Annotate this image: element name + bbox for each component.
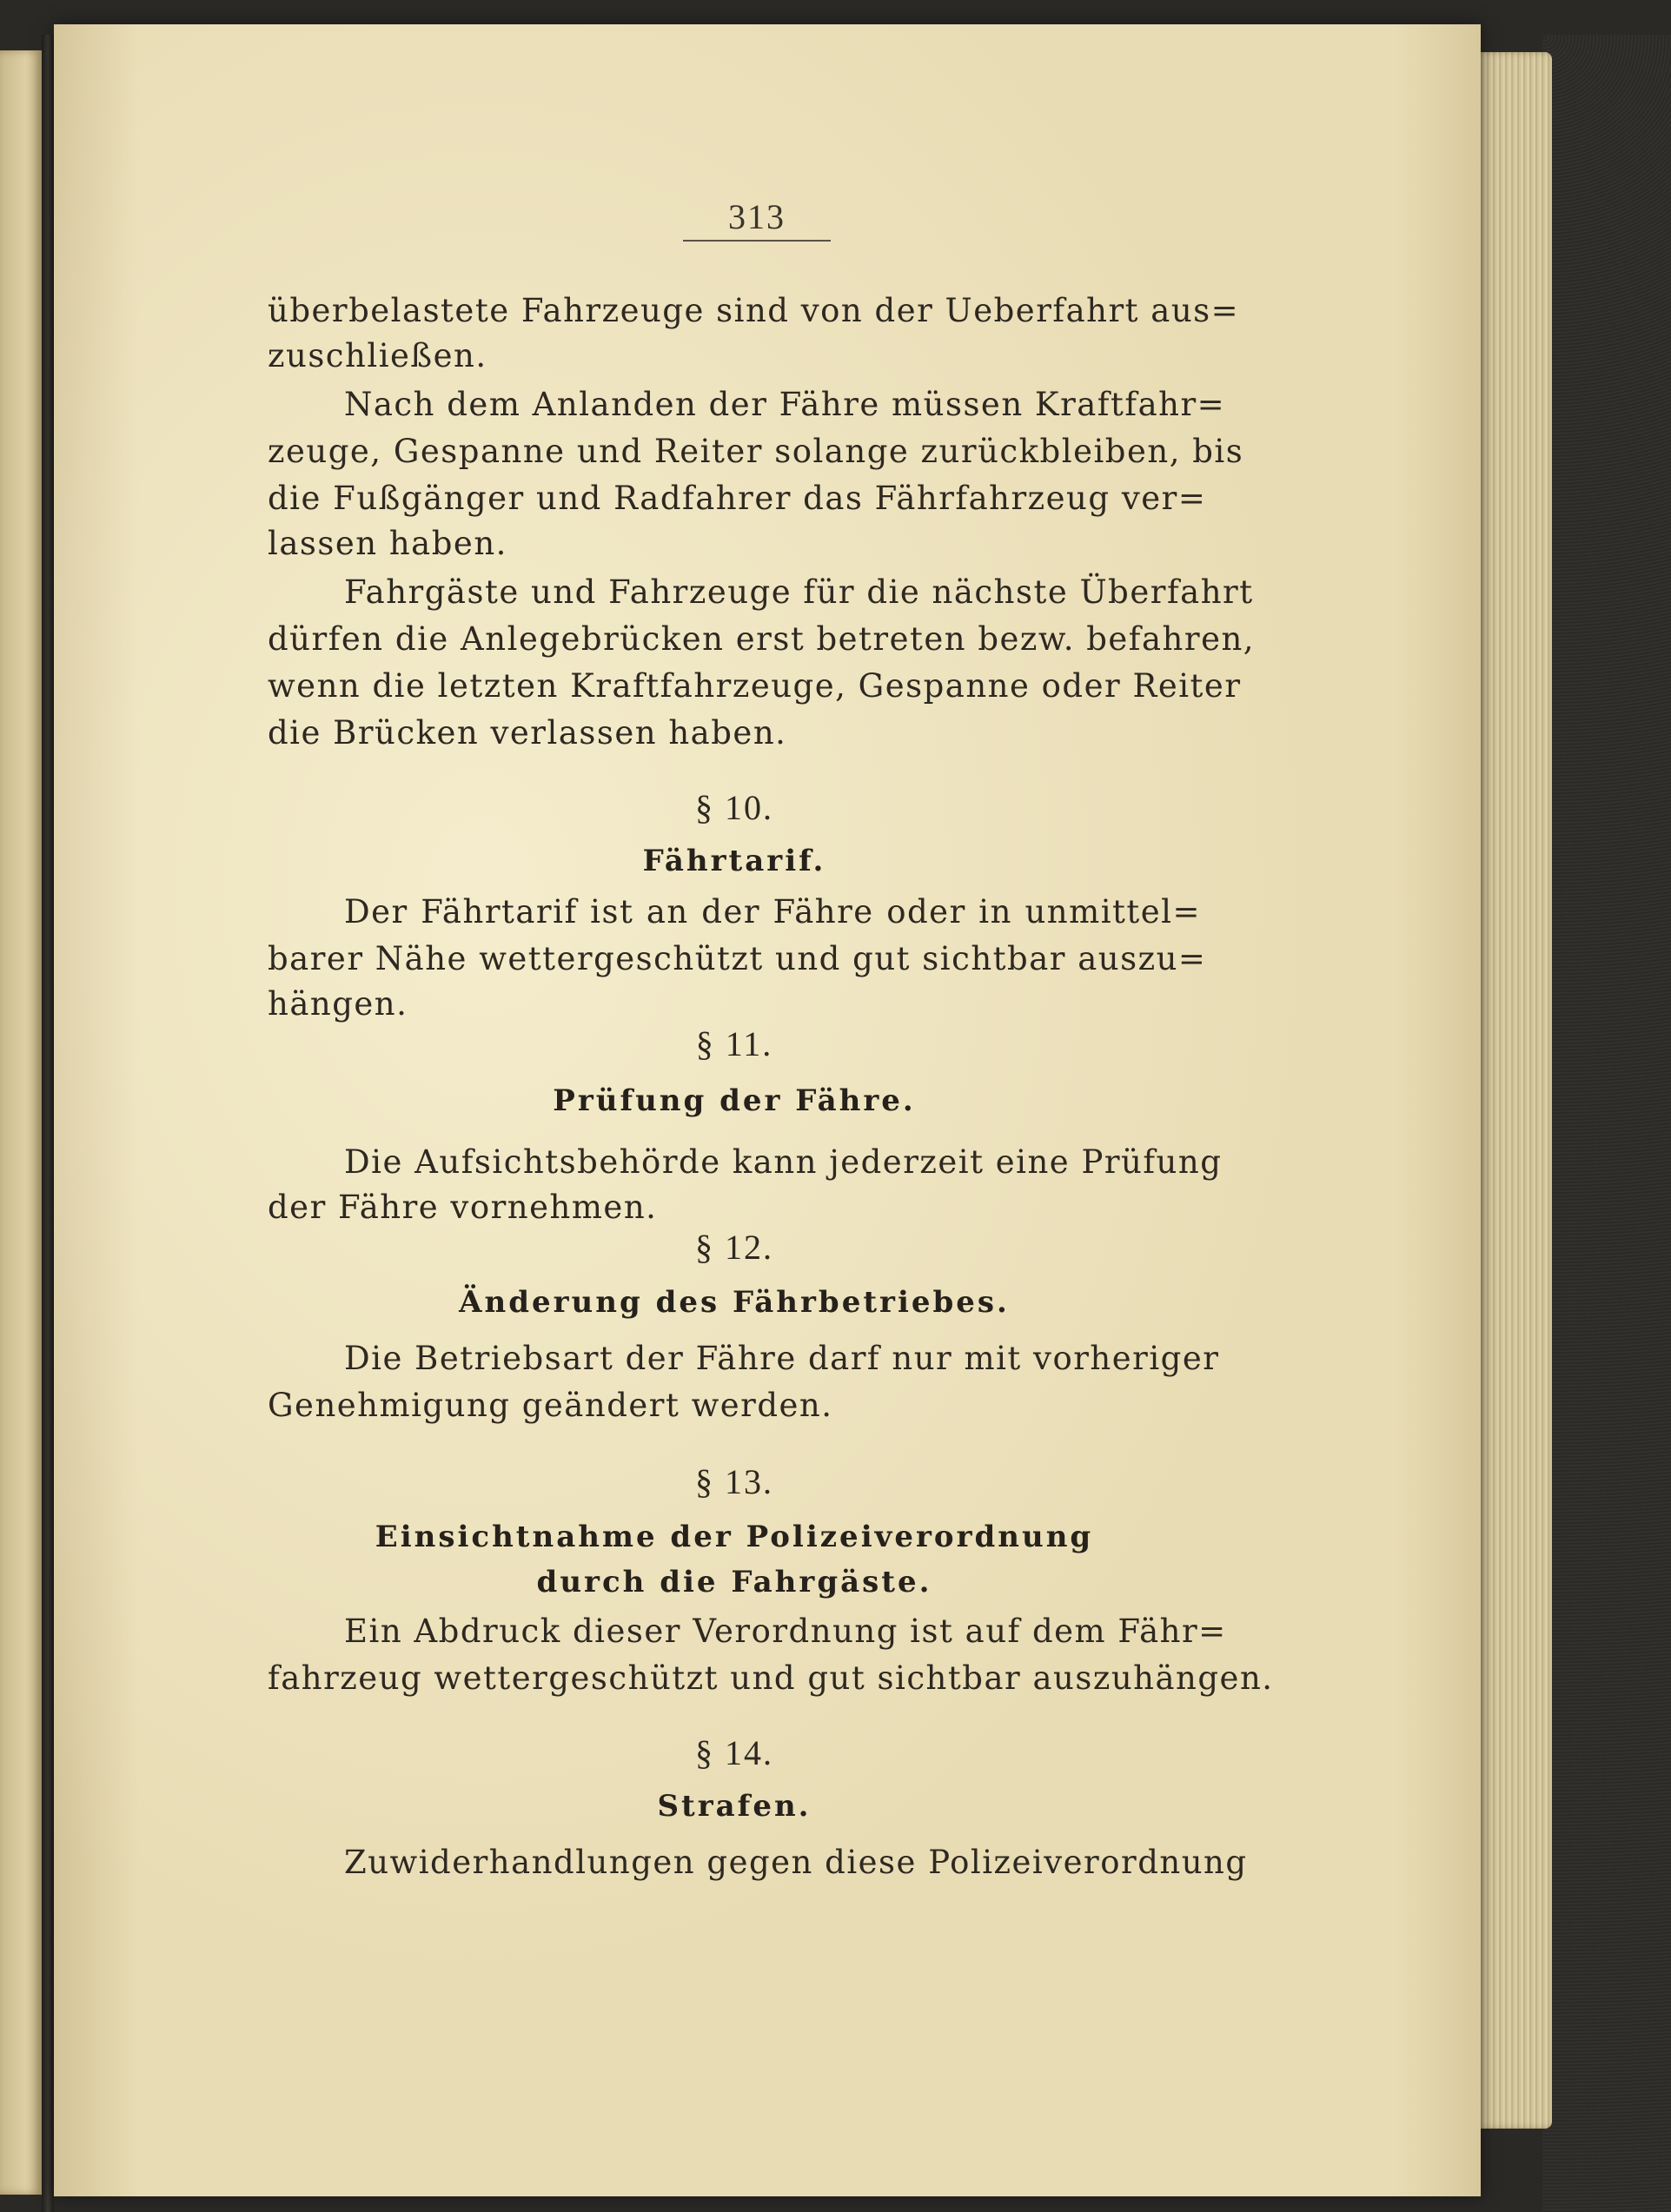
- section-number: § 13.: [695, 1462, 773, 1501]
- page-stack-edges: [1477, 52, 1552, 2129]
- section-title: Fährtarif.: [642, 844, 826, 878]
- section-title: Prüfung der Fähre.: [553, 1083, 916, 1118]
- text-line: die Brücken verlassen haben.: [268, 714, 787, 752]
- text-line: Der Fährtarif ist an der Fähre oder in unmittel=: [344, 893, 1201, 930]
- text-line: barer Nähe wettergeschützt und gut sichtbar auszu=: [268, 940, 1207, 977]
- section-title: Änderung des Fährbetriebes.: [459, 1285, 1010, 1320]
- text-line: Nach dem Anlanden der Fähre müssen Kraftfahr=: [344, 386, 1226, 423]
- text-line: Fahrgäste und Fahrzeuge für die nächste Überfahrt: [344, 573, 1254, 611]
- text-line: die Fußgänger und Radfahrer das Fährfahrzeug ver=: [268, 480, 1207, 517]
- text-line: zeuge, Gespanne und Reiter solange zurückbleiben, bis: [268, 433, 1244, 470]
- section-number: § 10.: [695, 788, 773, 827]
- section-title: Einsichtnahme der Polizeiverordnung: [375, 1520, 1094, 1554]
- section-number: § 11.: [695, 1024, 773, 1063]
- section-number: § 12.: [695, 1228, 773, 1267]
- text-line: zuschließen.: [268, 337, 487, 374]
- text-line: fahrzeug wettergeschützt und gut sichtbar auszuhängen.: [268, 1659, 1274, 1697]
- text-line: der Fähre vornehmen.: [268, 1189, 658, 1226]
- section-number: § 14.: [695, 1733, 773, 1772]
- text-line: dürfen die Anlegebrücken erst betreten bezw. befahren,: [268, 620, 1256, 658]
- header-rule: [683, 240, 831, 242]
- text-line: wenn die letzten Kraftfahrzeuge, Gespanne oder Reiter: [268, 667, 1242, 705]
- previous-page-edge: [0, 50, 42, 2195]
- text-line: überbelastete Fahrzeuge sind von der Ueberfahrt aus=: [268, 292, 1240, 329]
- section-title-continuation: durch die Fahrgäste.: [536, 1565, 932, 1599]
- text-line: lassen haben.: [268, 525, 507, 562]
- text-line: Zuwiderhandlungen gegen diese Polizeiverordnung: [344, 1844, 1248, 1881]
- book-cover-right: [1542, 35, 1671, 2212]
- text-line: Die Aufsichtsbehörde kann jederzeit eine Prüfung: [344, 1143, 1223, 1181]
- text-line: hängen.: [268, 985, 408, 1023]
- book-gutter: [42, 35, 54, 2212]
- text-line: Genehmigung geändert werden.: [268, 1387, 833, 1424]
- page-number: 313: [728, 197, 786, 236]
- text-line: Die Betriebsart der Fähre darf nur mit vorheriger: [344, 1340, 1220, 1377]
- section-title: Strafen.: [657, 1789, 812, 1824]
- text-line: Ein Abdruck dieser Verordnung ist auf dem Fähr=: [344, 1613, 1227, 1650]
